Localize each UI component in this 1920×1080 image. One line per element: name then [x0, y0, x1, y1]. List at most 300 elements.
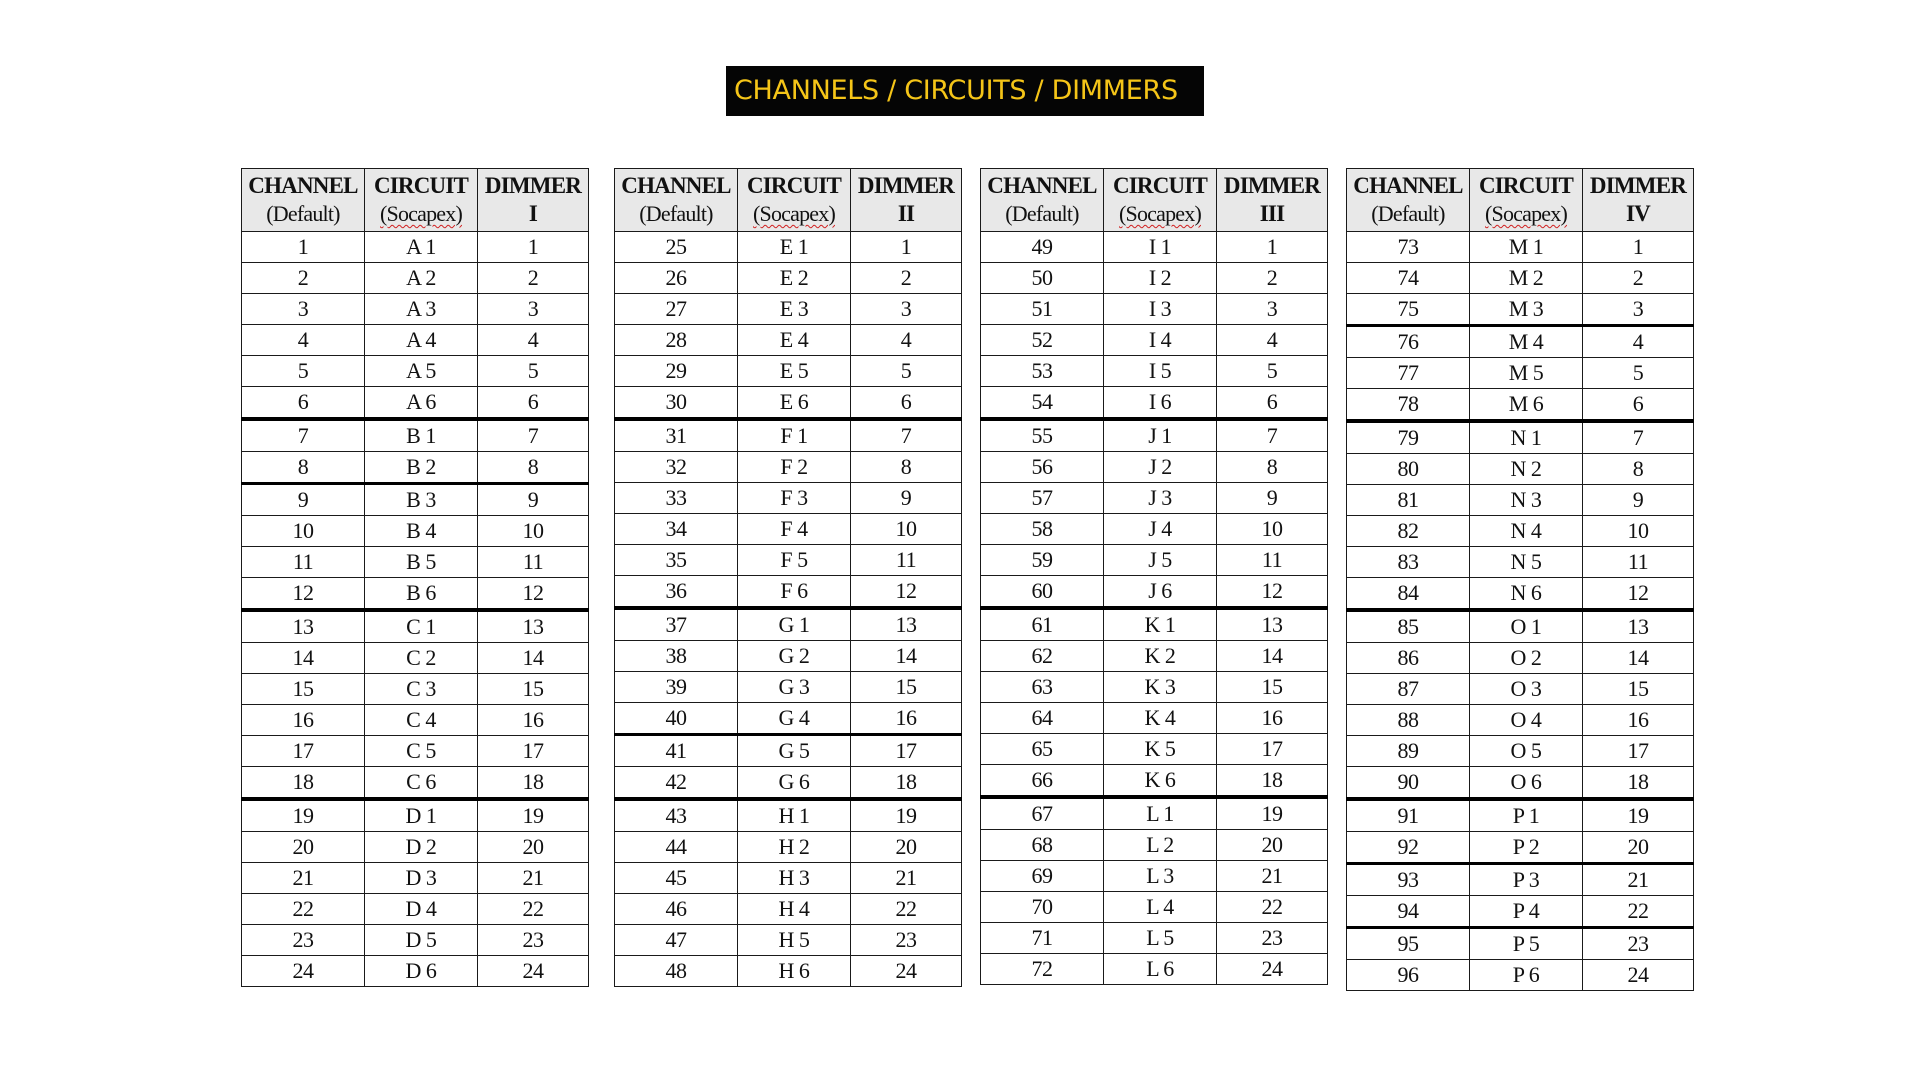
channel-cell: 8 [242, 452, 365, 484]
dimmer-cell: 21 [851, 863, 962, 894]
circuit-cell: F 3 [738, 483, 851, 514]
channel-cell: 87 [1347, 674, 1470, 705]
channel-cell: 25 [615, 232, 738, 263]
channel-cell: 26 [615, 263, 738, 294]
channel-cell: 63 [981, 672, 1104, 703]
circuit-cell: K 2 [1104, 641, 1217, 672]
circuit-cell: K 4 [1104, 703, 1217, 734]
dimmer-cell: 18 [1583, 767, 1694, 800]
circuit-cell: J 2 [1104, 452, 1217, 483]
channel-cell: 76 [1347, 326, 1470, 358]
circuit-cell: E 6 [738, 387, 851, 420]
circuit-cell: B 5 [365, 547, 478, 578]
circuit-cell: C 6 [365, 767, 478, 800]
dimmer-cell: 3 [1217, 294, 1328, 325]
table-row [1347, 516, 1694, 547]
table-row [1347, 674, 1694, 705]
table-row [981, 608, 1328, 641]
channel-cell: 32 [615, 452, 738, 483]
dimmer-cell: 22 [1217, 892, 1328, 923]
dimmer-cell: 2 [851, 263, 962, 294]
channel-cell: 2 [242, 263, 365, 294]
circuit-cell: O 3 [1470, 674, 1583, 705]
channel-cell: 75 [1347, 294, 1470, 326]
circuit-cell: P 1 [1470, 799, 1583, 832]
header-row [981, 169, 1328, 232]
dimmer-table-2 [614, 168, 962, 987]
circuit-cell: G 4 [738, 703, 851, 735]
dimmer-cell: 10 [478, 516, 589, 547]
dimmer-table-3 [980, 168, 1328, 985]
dimmer-cell: 4 [478, 325, 589, 356]
dimmer-cell: 14 [478, 643, 589, 674]
table-row [1347, 896, 1694, 928]
dimmer-cell: 6 [1583, 389, 1694, 422]
table-row [1347, 578, 1694, 611]
table-row [1347, 832, 1694, 864]
channel-cell: 19 [242, 799, 365, 832]
dimmer-rack-number: II [897, 201, 915, 226]
table-row [1347, 326, 1694, 358]
dimmer-cell: 5 [478, 356, 589, 387]
channel-cell: 88 [1347, 705, 1470, 736]
dimmer-cell: 7 [851, 419, 962, 452]
channel-cell: 33 [615, 483, 738, 514]
dimmer-cell: 17 [1217, 734, 1328, 765]
table-row [242, 894, 589, 925]
circuit-cell: I 3 [1104, 294, 1217, 325]
table-row [981, 576, 1328, 609]
circuit-cell: A 6 [365, 387, 478, 420]
circuit-cell: L 3 [1104, 861, 1217, 892]
channel-header-label: CHANNEL [248, 173, 358, 198]
channel-cell: 15 [242, 674, 365, 705]
table-row [981, 672, 1328, 703]
dimmer-cell: 7 [478, 419, 589, 452]
circuit-cell: C 3 [365, 674, 478, 705]
channel-cell: 79 [1347, 421, 1470, 454]
circuit-header-sub-text: (Socapex) [1485, 201, 1567, 226]
circuit-cell: H 4 [738, 894, 851, 925]
dimmer-cell: 16 [478, 705, 589, 736]
channel-cell: 95 [1347, 928, 1470, 960]
dimmer-header [478, 169, 589, 232]
dimmer-cell: 9 [478, 484, 589, 516]
table-row [615, 356, 962, 387]
channel-cell: 38 [615, 641, 738, 672]
table-row [242, 325, 589, 356]
table-row [1347, 799, 1694, 832]
channel-cell: 40 [615, 703, 738, 735]
table-row [981, 514, 1328, 545]
circuit-cell: E 3 [738, 294, 851, 325]
table-row [242, 643, 589, 674]
circuit-cell: G 6 [738, 767, 851, 800]
circuit-header [1104, 169, 1217, 232]
channel-cell: 58 [981, 514, 1104, 545]
circuit-header-sub [1470, 200, 1582, 228]
channel-cell: 62 [981, 641, 1104, 672]
circuit-cell: E 1 [738, 232, 851, 263]
table-row [981, 734, 1328, 765]
dimmer-cell: 24 [1583, 960, 1694, 991]
circuit-cell: G 5 [738, 735, 851, 767]
channel-cell: 28 [615, 325, 738, 356]
table-row [242, 484, 589, 516]
dimmer-cell: 5 [851, 356, 962, 387]
channel-cell: 69 [981, 861, 1104, 892]
table-row [615, 641, 962, 672]
channel-header-label: CHANNEL [1353, 173, 1463, 198]
circuit-header-label: CIRCUIT [373, 173, 469, 198]
circuit-cell: B 4 [365, 516, 478, 547]
circuit-cell: P 2 [1470, 832, 1583, 864]
dimmer-header-label: DIMMER [1589, 173, 1687, 198]
table-row [981, 263, 1328, 294]
dimmer-cell: 8 [851, 452, 962, 483]
circuit-cell: I 5 [1104, 356, 1217, 387]
table-row [981, 954, 1328, 985]
table-row [615, 514, 962, 545]
channel-cell: 43 [615, 799, 738, 832]
dimmer-cell: 19 [478, 799, 589, 832]
circuit-cell: D 1 [365, 799, 478, 832]
channel-cell: 77 [1347, 358, 1470, 389]
channel-cell: 34 [615, 514, 738, 545]
circuit-cell: A 5 [365, 356, 478, 387]
channel-cell: 41 [615, 735, 738, 767]
channel-cell: 31 [615, 419, 738, 452]
circuit-cell: J 1 [1104, 419, 1217, 452]
dimmer-cell: 23 [851, 925, 962, 956]
circuit-cell: M 3 [1470, 294, 1583, 326]
channel-cell: 89 [1347, 736, 1470, 767]
channel-cell: 71 [981, 923, 1104, 954]
dimmer-cell: 14 [1217, 641, 1328, 672]
channel-cell: 74 [1347, 263, 1470, 294]
dimmer-cell: 3 [1583, 294, 1694, 326]
table-row [981, 294, 1328, 325]
circuit-cell: N 6 [1470, 578, 1583, 611]
channel-cell: 22 [242, 894, 365, 925]
channel-cell: 17 [242, 736, 365, 767]
dimmer-cell: 11 [851, 545, 962, 576]
circuit-cell: M 5 [1470, 358, 1583, 389]
channel-header [981, 169, 1104, 232]
circuit-header-sub [365, 200, 477, 228]
circuit-cell: H 1 [738, 799, 851, 832]
dimmer-cell: 6 [851, 387, 962, 420]
table-row [981, 545, 1328, 576]
circuit-cell: B 2 [365, 452, 478, 484]
dimmer-cell: 13 [851, 608, 962, 641]
table-row [242, 956, 589, 987]
table-row [242, 419, 589, 452]
circuit-cell: I 4 [1104, 325, 1217, 356]
circuit-cell: A 2 [365, 263, 478, 294]
dimmer-cell: 10 [1217, 514, 1328, 545]
table-row [981, 483, 1328, 514]
dimmer-header-label: DIMMER [857, 173, 955, 198]
circuit-cell: F 4 [738, 514, 851, 545]
channel-cell: 12 [242, 578, 365, 611]
dimmer-header-label: DIMMER [484, 173, 582, 198]
channel-cell: 67 [981, 797, 1104, 830]
circuit-cell: J 4 [1104, 514, 1217, 545]
dimmer-cell: 9 [1217, 483, 1328, 514]
channel-cell: 96 [1347, 960, 1470, 991]
dimmer-cell: 7 [1217, 419, 1328, 452]
channel-cell: 23 [242, 925, 365, 956]
channel-cell: 64 [981, 703, 1104, 734]
channel-cell: 85 [1347, 610, 1470, 643]
circuit-cell: I 6 [1104, 387, 1217, 420]
dimmer-cell: 24 [1217, 954, 1328, 985]
circuit-cell: K 1 [1104, 608, 1217, 641]
dimmer-cell: 19 [1217, 797, 1328, 830]
dimmer-rack-number: IV [1626, 201, 1650, 226]
dimmer-cell: 14 [851, 641, 962, 672]
table-row [1347, 294, 1694, 326]
table-row [242, 578, 589, 611]
channel-cell: 60 [981, 576, 1104, 609]
dimmer-header-label: DIMMER [1223, 173, 1321, 198]
circuit-cell: D 6 [365, 956, 478, 987]
table-row [615, 294, 962, 325]
channel-cell: 91 [1347, 799, 1470, 832]
circuit-cell: L 4 [1104, 892, 1217, 923]
table-row [242, 767, 589, 800]
circuit-cell: O 1 [1470, 610, 1583, 643]
channel-cell: 29 [615, 356, 738, 387]
circuit-cell: B 3 [365, 484, 478, 516]
channel-header [615, 169, 738, 232]
channel-cell: 90 [1347, 767, 1470, 800]
circuit-cell: C 2 [365, 643, 478, 674]
circuit-cell: B 1 [365, 419, 478, 452]
dimmer-cell: 4 [851, 325, 962, 356]
dimmer-cell: 18 [1217, 765, 1328, 798]
channel-cell: 78 [1347, 389, 1470, 422]
channel-cell: 37 [615, 608, 738, 641]
dimmer-cell: 3 [478, 294, 589, 325]
dimmer-rack-number: I [528, 201, 538, 226]
table-row [615, 925, 962, 956]
dimmer-cell: 11 [478, 547, 589, 578]
channel-cell: 46 [615, 894, 738, 925]
channel-cell: 84 [1347, 578, 1470, 611]
channel-cell: 45 [615, 863, 738, 894]
dimmer-cell: 4 [1217, 325, 1328, 356]
circuit-cell: D 3 [365, 863, 478, 894]
channel-cell: 39 [615, 672, 738, 703]
dimmer-cell: 17 [478, 736, 589, 767]
dimmer-cell: 17 [851, 735, 962, 767]
dimmer-cell: 15 [1217, 672, 1328, 703]
circuit-cell: B 6 [365, 578, 478, 611]
dimmer-cell: 23 [1217, 923, 1328, 954]
circuit-cell: L 2 [1104, 830, 1217, 861]
table-row [1347, 928, 1694, 960]
table-row [242, 674, 589, 705]
channel-cell: 50 [981, 263, 1104, 294]
dimmer-header [1583, 169, 1694, 232]
circuit-cell: K 5 [1104, 734, 1217, 765]
circuit-cell: G 2 [738, 641, 851, 672]
dimmer-cell: 8 [1583, 454, 1694, 485]
circuit-cell: J 3 [1104, 483, 1217, 514]
table-row [242, 736, 589, 767]
circuit-cell: O 2 [1470, 643, 1583, 674]
channel-cell: 44 [615, 832, 738, 863]
circuit-cell: D 2 [365, 832, 478, 863]
dimmer-cell: 2 [1217, 263, 1328, 294]
dimmer-cell: 18 [478, 767, 589, 800]
dimmer-cell: 15 [851, 672, 962, 703]
channel-cell: 94 [1347, 896, 1470, 928]
channel-header-sub: (Default) [266, 201, 340, 226]
circuit-cell: D 5 [365, 925, 478, 956]
table-row [242, 452, 589, 484]
table-row [242, 263, 589, 294]
circuit-cell: C 5 [365, 736, 478, 767]
circuit-header-label: CIRCUIT [1478, 173, 1574, 198]
table-row [615, 263, 962, 294]
dimmer-cell: 5 [1217, 356, 1328, 387]
circuit-cell: I 2 [1104, 263, 1217, 294]
channel-cell: 80 [1347, 454, 1470, 485]
circuit-cell: M 2 [1470, 263, 1583, 294]
table-row [1347, 960, 1694, 991]
circuit-header [1470, 169, 1583, 232]
table-row [242, 547, 589, 578]
dimmer-cell: 8 [478, 452, 589, 484]
table-row [981, 797, 1328, 830]
dimmer-cell: 12 [1583, 578, 1694, 611]
circuit-cell: L 1 [1104, 797, 1217, 830]
dimmer-cell: 3 [851, 294, 962, 325]
channel-cell: 57 [981, 483, 1104, 514]
channel-cell: 10 [242, 516, 365, 547]
dimmer-cell: 13 [478, 610, 589, 643]
dimmer-cell: 12 [478, 578, 589, 611]
channel-cell: 56 [981, 452, 1104, 483]
circuit-cell: O 6 [1470, 767, 1583, 800]
channel-cell: 47 [615, 925, 738, 956]
table-row [1347, 421, 1694, 454]
dimmer-cell: 9 [1583, 485, 1694, 516]
channel-cell: 72 [981, 954, 1104, 985]
table-row [1347, 705, 1694, 736]
circuit-header-sub [738, 200, 850, 228]
circuit-cell: H 3 [738, 863, 851, 894]
dimmer-cell: 22 [478, 894, 589, 925]
dimmer-table-1 [241, 168, 589, 987]
dimmer-cell: 20 [1217, 830, 1328, 861]
circuit-cell: E 4 [738, 325, 851, 356]
circuit-cell: G 3 [738, 672, 851, 703]
circuit-header-label: CIRCUIT [1112, 173, 1208, 198]
channel-cell: 48 [615, 956, 738, 987]
table-row [615, 799, 962, 832]
dimmer-cell: 1 [1583, 232, 1694, 263]
channel-cell: 93 [1347, 864, 1470, 896]
table-row [615, 452, 962, 483]
circuit-header [738, 169, 851, 232]
channel-header [1347, 169, 1470, 232]
channel-cell: 92 [1347, 832, 1470, 864]
dimmer-rack-number: III [1259, 201, 1285, 226]
channel-cell: 9 [242, 484, 365, 516]
table-row [615, 863, 962, 894]
table-row [242, 610, 589, 643]
circuit-cell: N 5 [1470, 547, 1583, 578]
dimmer-cell: 6 [1217, 387, 1328, 420]
dimmer-cell: 19 [1583, 799, 1694, 832]
dimmer-cell: 1 [1217, 232, 1328, 263]
table-row [615, 576, 962, 609]
channel-cell: 59 [981, 545, 1104, 576]
dimmer-cell: 10 [851, 514, 962, 545]
table-row [981, 325, 1328, 356]
channel-cell: 53 [981, 356, 1104, 387]
table-row [615, 894, 962, 925]
table-row [1347, 263, 1694, 294]
circuit-cell: E 5 [738, 356, 851, 387]
dimmer-cell: 16 [1217, 703, 1328, 734]
circuit-header-sub-text: (Socapex) [753, 201, 835, 226]
dimmer-cell: 11 [1583, 547, 1694, 578]
channel-cell: 4 [242, 325, 365, 356]
table-row [1347, 547, 1694, 578]
table-row [615, 483, 962, 514]
dimmer-cell: 16 [851, 703, 962, 735]
channel-cell: 73 [1347, 232, 1470, 263]
circuit-cell: N 2 [1470, 454, 1583, 485]
table-row [1347, 389, 1694, 422]
table-row [615, 387, 962, 420]
channel-cell: 49 [981, 232, 1104, 263]
dimmer-table-4 [1346, 168, 1694, 991]
channel-header-label: CHANNEL [621, 173, 731, 198]
circuit-cell: I 1 [1104, 232, 1217, 263]
circuit-cell: H 2 [738, 832, 851, 863]
circuit-cell: P 3 [1470, 864, 1583, 896]
circuit-cell: H 6 [738, 956, 851, 987]
dimmer-cell: 14 [1583, 643, 1694, 674]
table-row [242, 925, 589, 956]
table-row [242, 516, 589, 547]
dimmer-cell: 22 [1583, 896, 1694, 928]
circuit-cell: K 6 [1104, 765, 1217, 798]
channel-cell: 35 [615, 545, 738, 576]
circuit-cell: N 1 [1470, 421, 1583, 454]
channel-header-label: CHANNEL [987, 173, 1097, 198]
channel-cell: 7 [242, 419, 365, 452]
table-row [242, 387, 589, 420]
table-row [615, 832, 962, 863]
page-title: CHANNELS / CIRCUITS / DIMMERS [726, 66, 1204, 116]
dimmer-cell: 1 [851, 232, 962, 263]
circuit-cell: M 1 [1470, 232, 1583, 263]
dimmer-cell: 10 [1583, 516, 1694, 547]
table-row [242, 799, 589, 832]
header-row [242, 169, 589, 232]
dimmer-cell: 24 [478, 956, 589, 987]
channel-header-sub: (Default) [1371, 201, 1445, 226]
dimmer-header [851, 169, 962, 232]
table-row [981, 356, 1328, 387]
